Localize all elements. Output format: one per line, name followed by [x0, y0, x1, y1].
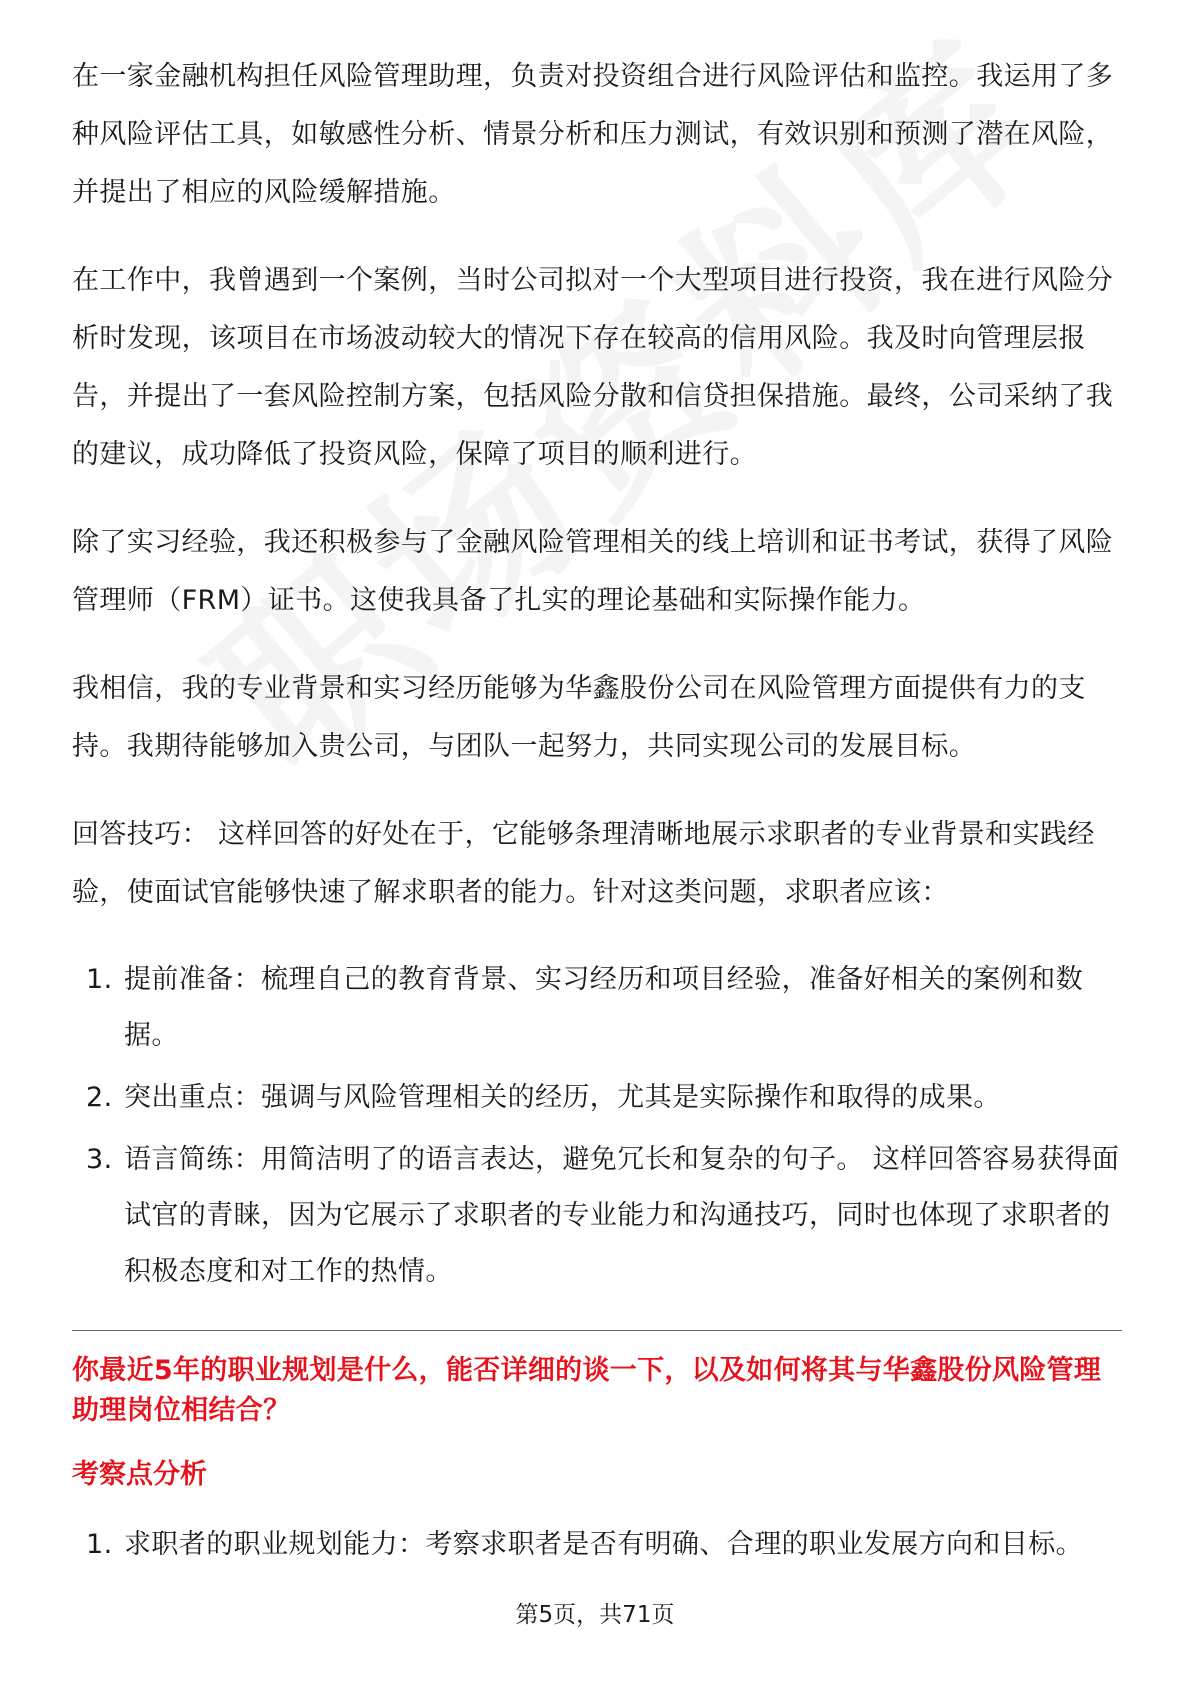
paragraph-conclusion: 我相信，我的专业背景和实习经历能够为华鑫股份公司在风险管理方面提供有力的支持。我期待能够加入贵公司，与团队一起努力，共同实现公司的发展目标。: [72, 673, 1086, 762]
document-body: [72, 48, 1122, 1603]
paragraph-certificate: 除了实习经验，我还积极参与了金融风险管理相关的线上培训和证书考试，获得了风险管理师（FRM）证书。这使我具备了扎实的理论基础和实际操作能力。: [72, 527, 1114, 616]
question-heading: 你最近5年的职业规划是什么，能否详细的谈一下，以及如何将其与华鑫股份风险管理助理岗位相结合？: [72, 1355, 1102, 1426]
page-footer: 第5页，共71页: [515, 1602, 675, 1628]
list-number: 1.: [86, 964, 113, 995]
list-number: 1.: [86, 1529, 113, 1560]
list-item: [72, 1132, 1122, 1300]
section-divider: [72, 1330, 1122, 1331]
tips-list: [72, 952, 1122, 1300]
paragraph-answer-tips: 回答技巧： 这样回答的好处在于，它能够条理清晰地展示求职者的专业背景和实践经验，使面试官能够快速了解求职者的能力。针对这类问题，求职者应该：: [72, 819, 1095, 908]
list-number: 2.: [86, 1082, 113, 1113]
list-item-text: 突出重点：强调与风险管理相关的经历，尤其是实际操作和取得的成果。: [124, 1082, 1001, 1113]
paragraph-internship: 在一家金融机构担任风险管理助理，负责对投资组合进行风险评估和监控。我运用了多种风险评估工具，如敏感性分析、情景分析和压力测试，有效识别和预测了潜在风险，并提出了相应的风险缓解措施。: [72, 61, 1114, 208]
list-item-text: 语言简练：用简洁明了的语言表达，避免冗长和复杂的句子。 这样回答容易获得面试官的青睐，因为它展示了求职者的专业能力和沟通技巧，同时也体现了求职者的积极态度和对工作的热情。: [124, 1144, 1120, 1287]
list-item: [72, 1517, 1122, 1573]
list-item: [72, 1070, 1122, 1126]
list-number: 3.: [86, 1144, 113, 1175]
paragraph-case: 在工作中，我曾遇到一个案例，当时公司拟对一个大型项目进行投资，我在进行风险分析时发现，该项目在市场波动较大的情况下存在较高的信用风险。我及时向管理层报告，并提出了一套风险控制方案，包括风险分散和信贷担保措施。最终，公司采纳了我的建议，成功降低了投资风险，保障了项目的顺利进行。: [72, 265, 1114, 470]
analysis-list: [72, 1517, 1122, 1573]
list-item: [72, 952, 1122, 1064]
list-item-text: 提前准备：梳理自己的教育背景、实习经历和项目经验，准备好相关的案例和数据。: [124, 964, 1083, 1051]
list-item-text: 求职者的职业规划能力：考察求职者是否有明确、合理的职业发展方向和目标。: [124, 1529, 1083, 1560]
analysis-title: 考察点分析: [72, 1459, 207, 1490]
